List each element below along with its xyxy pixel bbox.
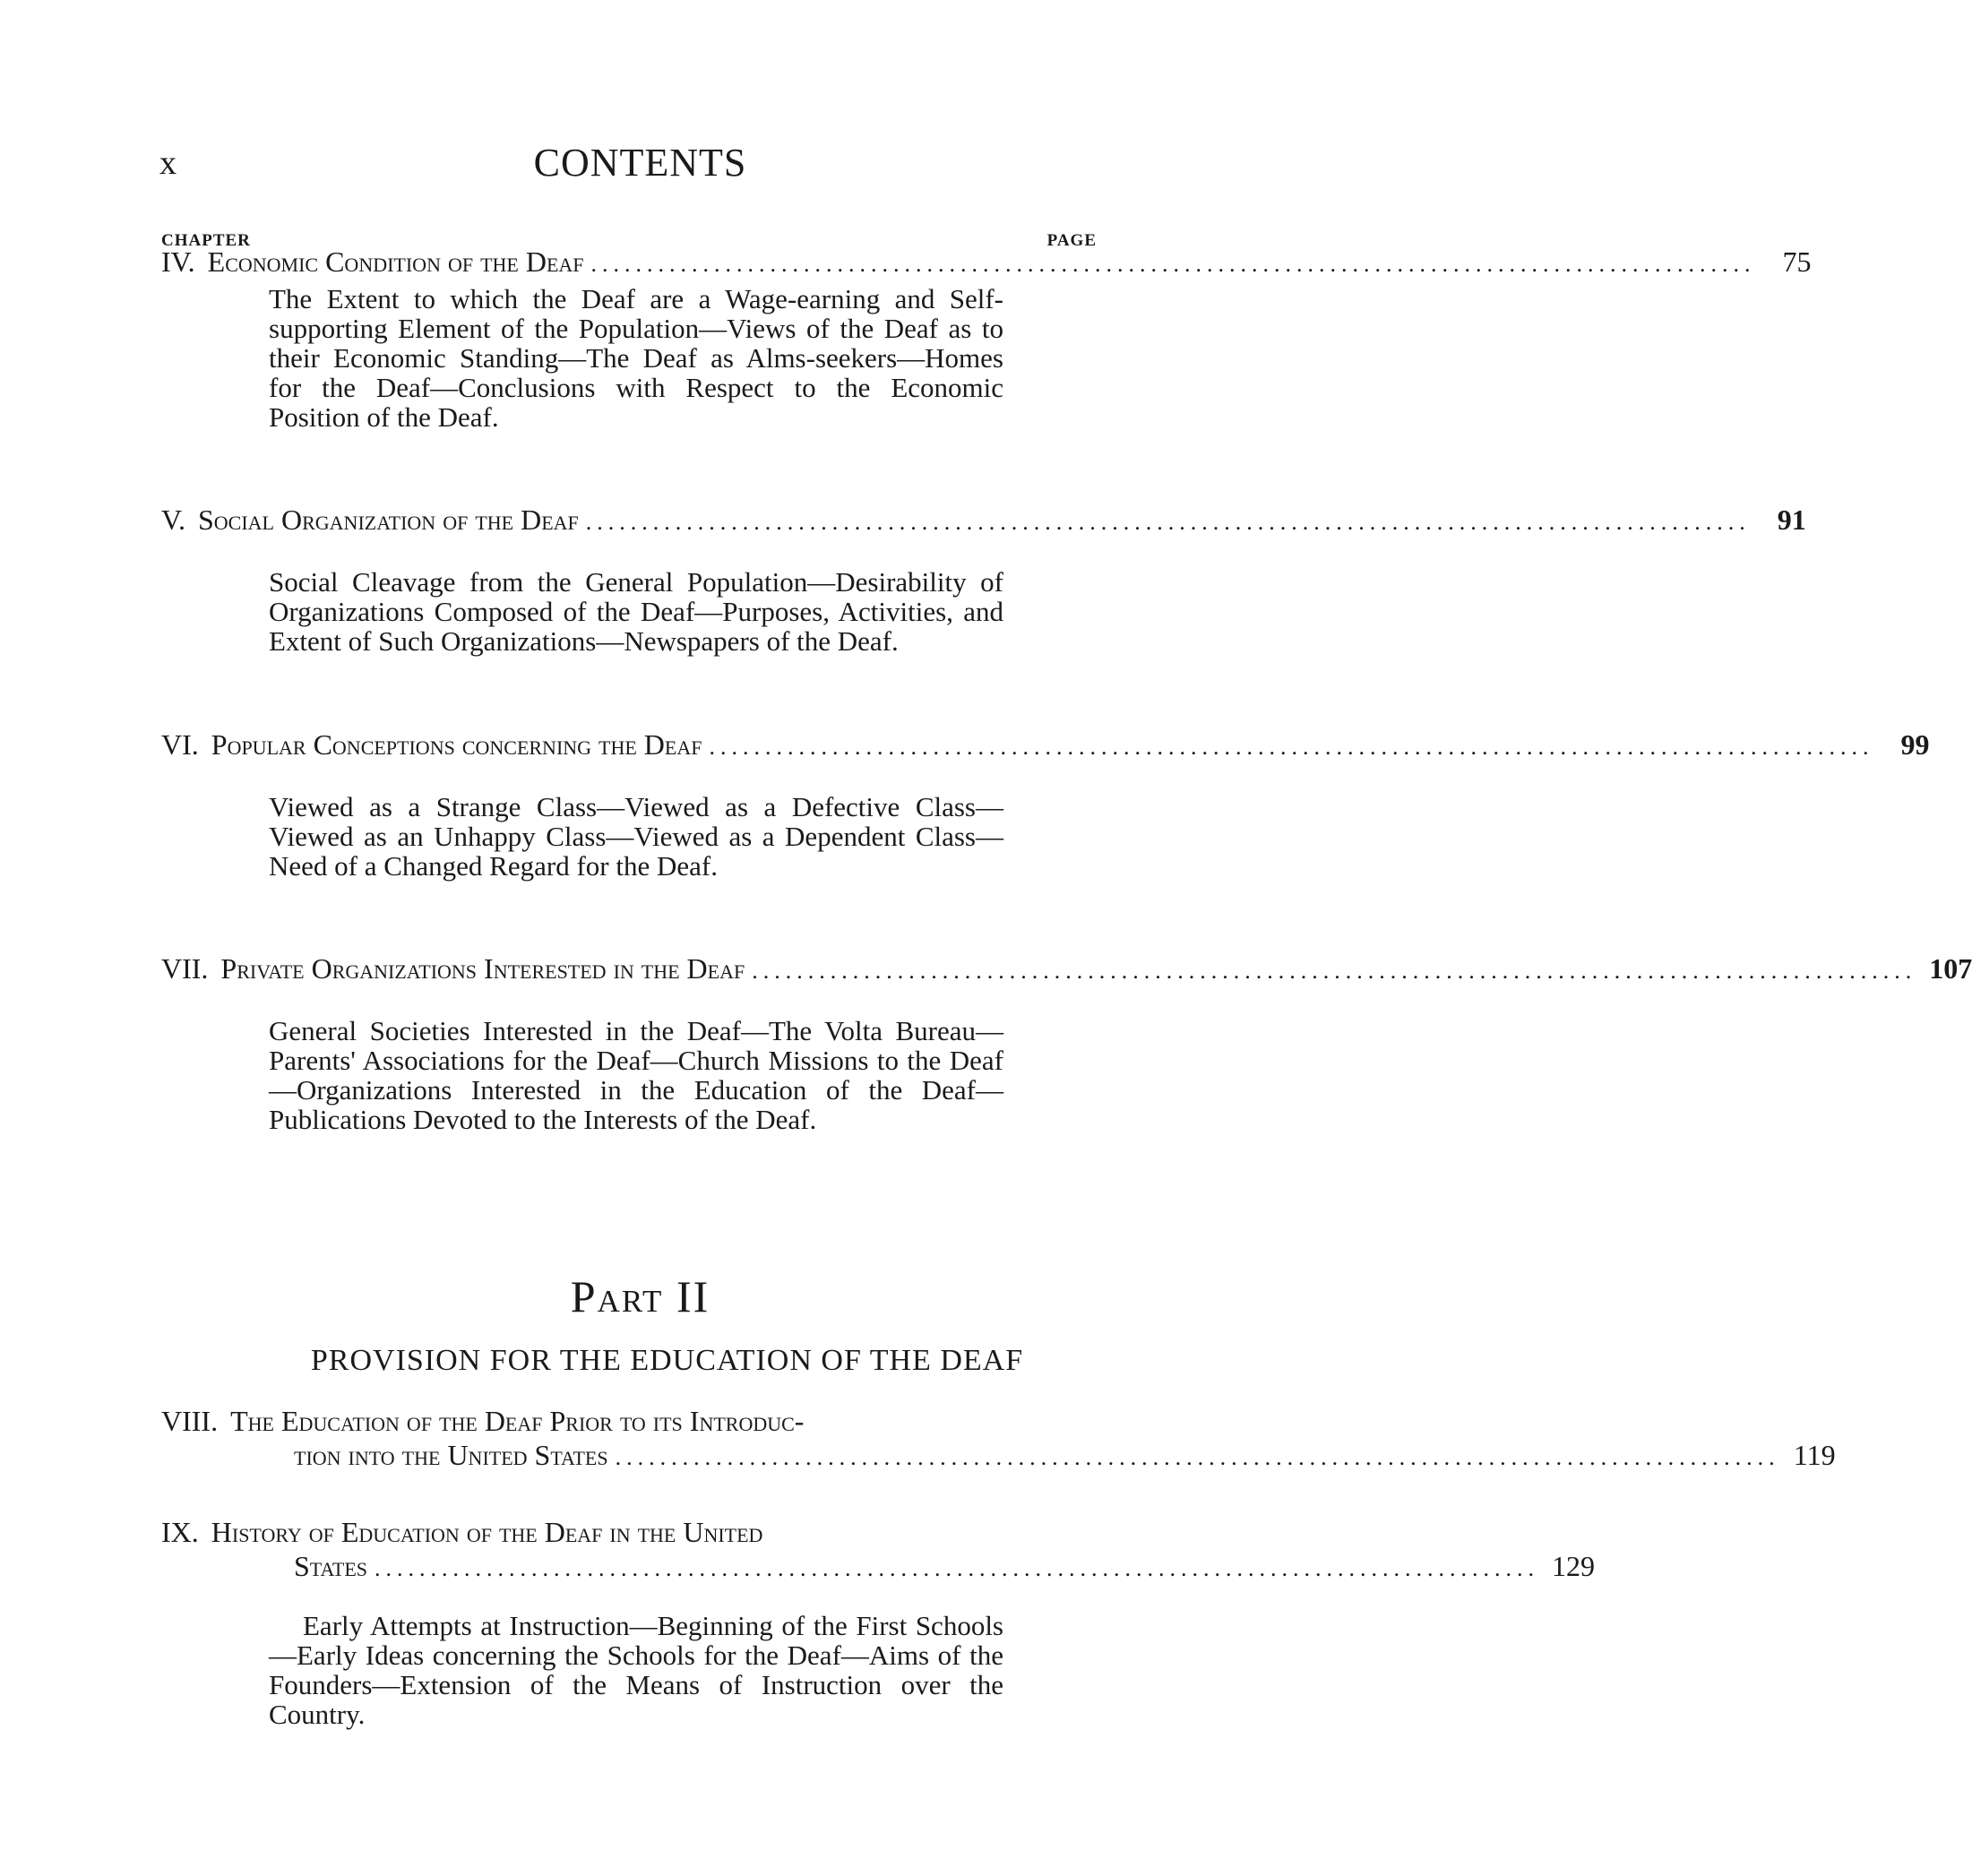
page-number: 91	[1777, 503, 1806, 536]
chapter-title-continued: States	[294, 1550, 368, 1582]
chapter-number: VII.	[161, 952, 209, 985]
toc-entry-iv[interactable]	[161, 245, 1812, 281]
toc-entry-v[interactable]	[161, 503, 1806, 539]
chapter-summary: The Extent to which the Deaf are a Wage-earning and Self-supporting Element of the Population—Views of the Deaf as to their Economic Standing—The Deaf as Alms-seekers—Homes for the Deaf—Conclusions with Respect to the Economic Position of the Deaf.	[269, 283, 1003, 433]
dot-leader: ........................................................................................................	[752, 958, 1917, 984]
page-number: 99	[1900, 728, 1930, 761]
toc-entry-ix-continued[interactable]	[294, 1550, 1596, 1586]
chapter-number: V.	[161, 503, 185, 536]
toc-entry-ix[interactable]	[161, 1516, 1102, 1552]
part-subtitle: PROVISION FOR THE EDUCATION OF THE DEAF	[310, 1344, 1024, 1377]
dot-leader: ........................................................................................................	[585, 509, 1751, 535]
chapter-summary: Early Attempts at Instruction—Beginning of the First Schools—Early Ideas concerning the Schools for the Deaf—Aims of the Founders—Extension of the Means of Instruction over the Country.	[269, 1610, 1003, 1730]
chapter-title: Private Organizations Interested in the Deaf	[220, 952, 745, 985]
chapter-column-label: CHAPTER	[161, 231, 251, 250]
page-number: 119	[1793, 1439, 1836, 1471]
part-title: Part II	[570, 1271, 710, 1321]
page-number: 129	[1552, 1550, 1596, 1582]
toc-entry-vi[interactable]	[161, 728, 1930, 764]
chapter-number: VI.	[161, 728, 199, 761]
chapter-title: History of Education of the Deaf in the United	[211, 1516, 763, 1548]
chapter-number: VIII.	[161, 1405, 219, 1437]
chapter-number: IX.	[161, 1516, 199, 1548]
page-folio: x	[159, 144, 177, 182]
running-title: CONTENTS	[533, 141, 747, 185]
chapter-title-continued: tion into the United States	[294, 1439, 608, 1471]
chapter-title: Popular Conceptions concerning the Deaf	[211, 728, 702, 761]
toc-entry-viii-continued[interactable]	[294, 1439, 1836, 1475]
page-column-label: PAGE	[1046, 231, 1097, 250]
chapter-summary: Social Cleavage from the General Population—Desirability of Organizations Composed of the Deaf—Purposes, Activities, and Extent of Such Organizations—Newspapers of the Deaf.	[269, 566, 1003, 657]
chapter-title: Economic Condition of the Deaf	[207, 245, 584, 278]
chapter-title: Social Organization of the Deaf	[197, 503, 579, 536]
toc-entry-vii[interactable]	[161, 952, 1972, 988]
chapter-summary: General Societies Interested in the Deaf—The Volta Bureau—Parents' Associations for the Deaf—Church Missions to the Deaf—Organizations Interested in the Education of the Deaf—Publications Devoted to the Interests of the Deaf.	[269, 1015, 1003, 1135]
chapter-title: The Education of the Deaf Prior to its Introduc-	[230, 1405, 805, 1437]
toc-entry-viii[interactable]	[161, 1405, 1102, 1441]
dot-leader: ........................................................................................................	[590, 251, 1756, 277]
dot-leader: ........................................................................................................	[709, 734, 1874, 760]
page-number: 107	[1929, 952, 1972, 985]
chapter-summary: Viewed as a Strange Class—Viewed as a Defective Class—Viewed as an Unhappy Class—Viewed as a Dependent Class—Need of a Changed Regard for the Deaf.	[269, 791, 1003, 882]
page-number: 75	[1782, 245, 1812, 278]
dot-leader: ........................................................................................................	[375, 1555, 1540, 1581]
chapter-number: IV.	[161, 245, 195, 278]
dot-leader: ........................................................................................................	[615, 1444, 1780, 1470]
